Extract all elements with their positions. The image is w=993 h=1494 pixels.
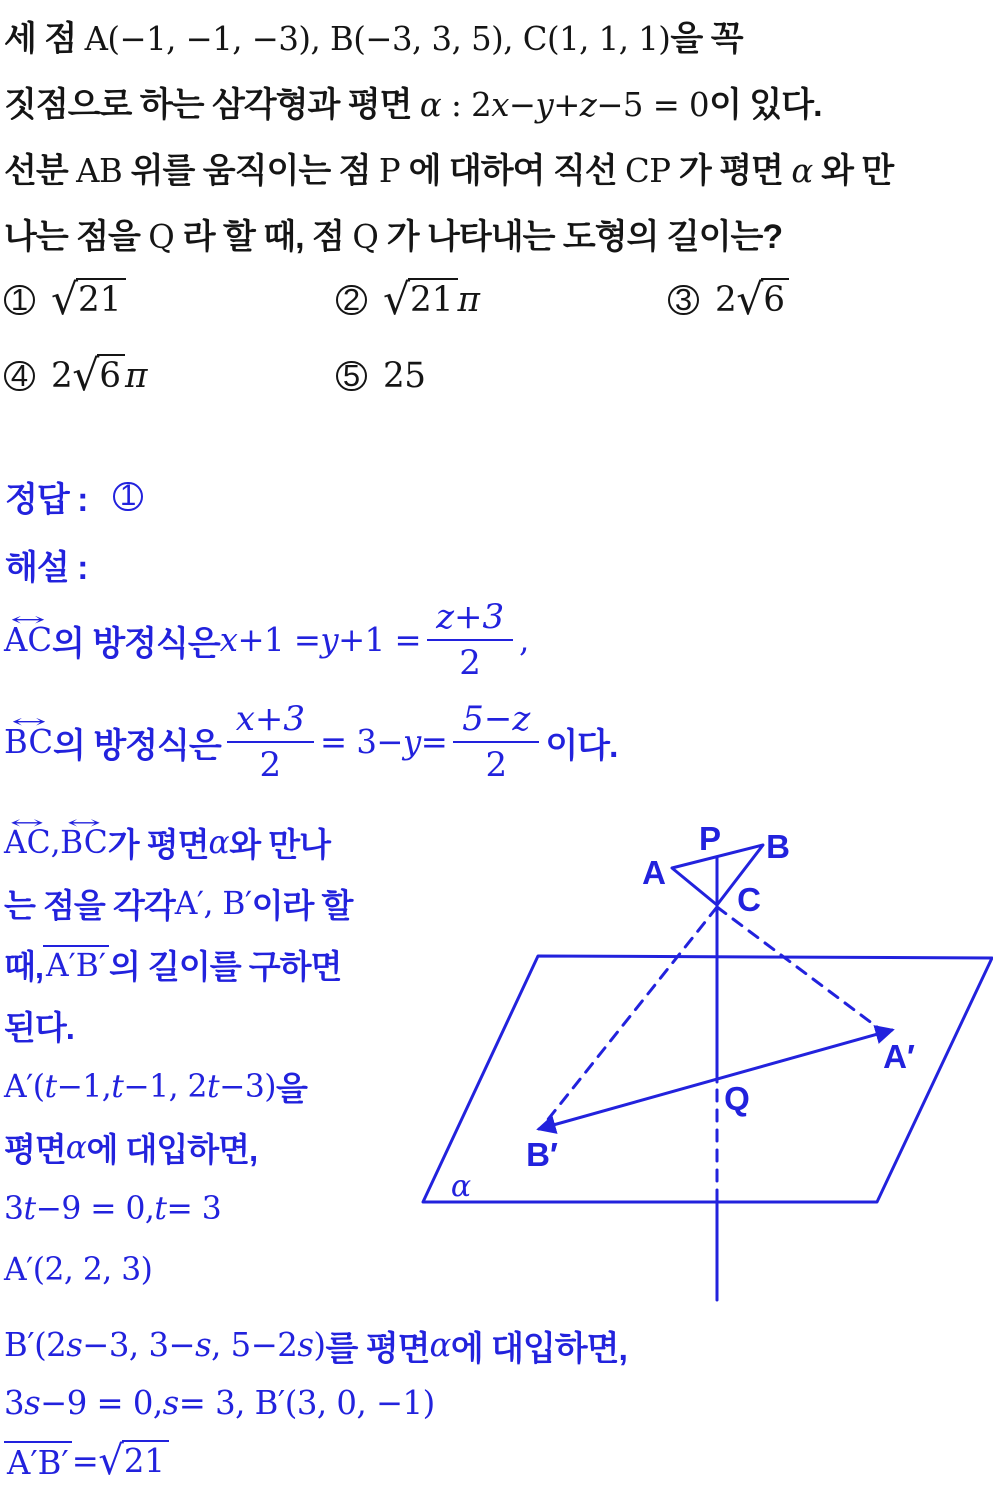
choice-5	[336, 338, 668, 414]
choice-1-value: √21	[51, 276, 126, 325]
choice-list	[4, 262, 989, 414]
answer-value: 1	[113, 482, 142, 511]
choice-4-value: 2 √6 π	[50, 351, 148, 401]
label-alpha: α	[450, 1169, 472, 1204]
label-q: Q	[724, 1080, 750, 1117]
label-p: P	[698, 820, 722, 857]
label-b-prime: B′	[526, 1136, 558, 1173]
choice-5-marker: 5	[336, 361, 367, 392]
label-c: C	[737, 881, 761, 918]
explanation-label: 해설 :	[5, 549, 88, 587]
equation-line-ac: ↔ AC 의 방정식은 x +1 = y +1 = $\frac{z+3}{2}$ ,	[4, 592, 529, 688]
choice-row-1	[4, 262, 989, 338]
geometry-figure	[420, 810, 993, 1310]
solution-line-10: 3 s −9 = 0, s = 3, B′(3, 0, −1)	[4, 1384, 435, 1422]
plane-alpha	[423, 956, 992, 1202]
choice-2	[336, 262, 668, 338]
problem-statement	[4, 6, 989, 270]
label-a-prime: A′	[883, 1038, 915, 1075]
dashed-c-to-a-prime	[717, 907, 885, 1033]
solution-line-2: 는 점을 각각 A′, B′ 이라 할	[4, 885, 353, 924]
solution-left-column	[4, 812, 448, 1300]
solution-line-4: 된다.	[4, 1009, 74, 1046]
choice-4-marker: 4	[4, 361, 35, 392]
solution-line-1: ↔ AC , ↔ BC 가 평면 α 와 만나	[4, 812, 448, 873]
label-b: B	[766, 828, 790, 865]
solution-line-8: A′(2, 2, 3)	[4, 1251, 153, 1288]
choice-2-value: √21 π	[382, 275, 480, 325]
solution-line-11: A′B′ = √21	[4, 1432, 989, 1490]
label-a: A	[642, 854, 666, 891]
equation-line-bc: ↔ BC 의 방정식은 $\frac{x+3}{2}$ = 3− y = $\frac{5-z}{2}$ 이다.	[4, 694, 617, 790]
choice-3-marker: 3	[668, 285, 699, 316]
problem-line-2: 짓점으로 하는 삼각형과 평면 α : 2x−y+z−5 = 0이 있다.	[4, 86, 822, 124]
choice-3-value: 2 √6	[715, 276, 789, 325]
solution-line-9: B′(2 s −3, 3− s , 5−2 s ) 를 평면 α 에 대입하면,	[4, 1326, 627, 1368]
choice-5-value: 25	[382, 356, 426, 396]
solution-line-6: 평면 α 에 대입하면,	[4, 1129, 258, 1168]
choice-row-2	[4, 338, 989, 414]
choice-1	[4, 262, 336, 338]
solution-line-7: 3 t −9 = 0, t = 3	[4, 1190, 222, 1227]
solution-line-5: A′( t −1, t −1, 2 t −3) 을	[4, 1068, 307, 1107]
answer-label: 정답 :	[5, 481, 88, 519]
problem-line-4: 나는 점을 Q 라 할 때, 점 Q 가 나타내는 도형의 길이는?	[4, 218, 783, 256]
problem-line-1: 세 점 A(−1, −1, −3), B(−3, 3, 5), C(1, 1, 1)을 꼭	[4, 20, 743, 58]
choice-2-marker: 2	[336, 285, 367, 316]
choice-4	[4, 338, 336, 414]
solution-bottom	[4, 1316, 989, 1490]
choice-1-marker: 1	[4, 285, 35, 316]
dashed-c-to-b-prime	[546, 907, 717, 1122]
problem-line-3: 선분 AB 위를 움직이는 점 P 에 대하여 직선 CP 가 평면 α 와 만	[4, 152, 894, 190]
answer-line	[5, 472, 143, 521]
solution-line-3: 때, A′B′ 의 길이를 구하면	[4, 934, 448, 995]
choice-3	[668, 262, 993, 338]
